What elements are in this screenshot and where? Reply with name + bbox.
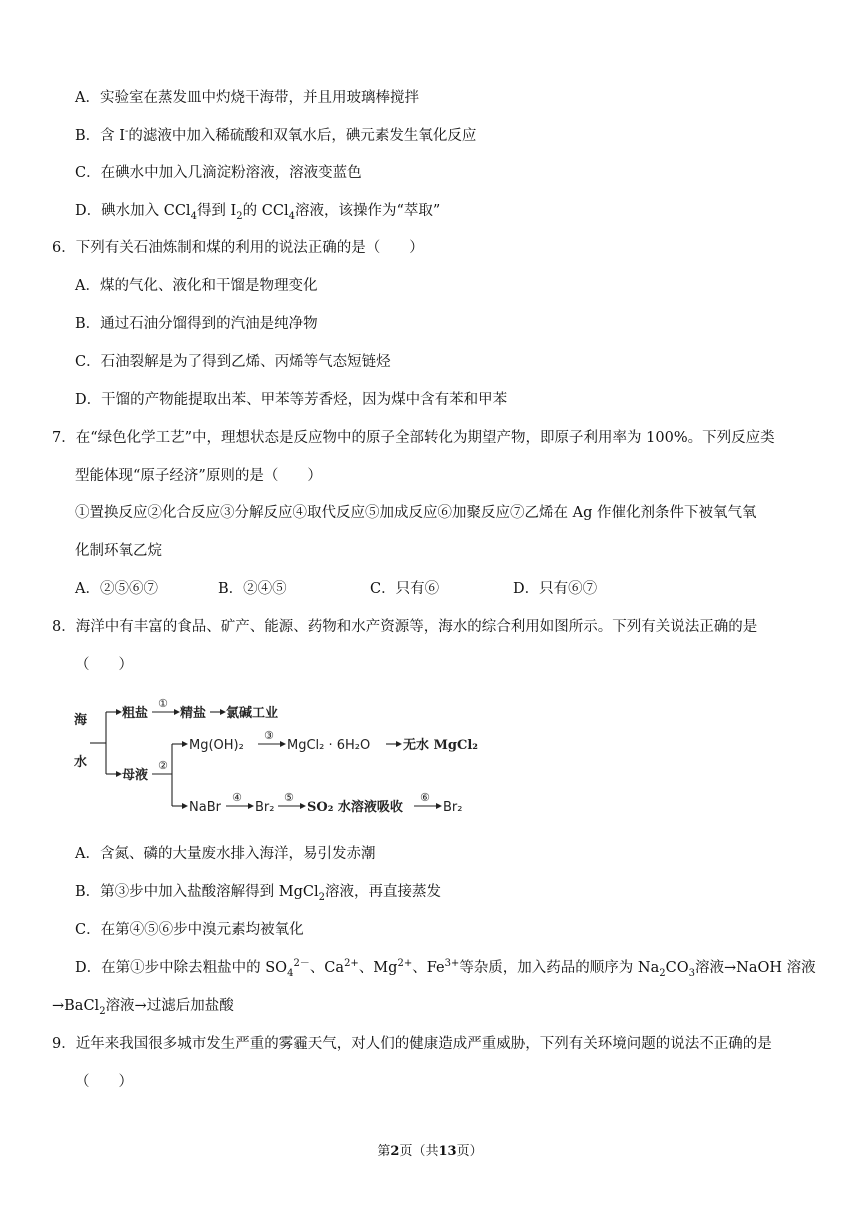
diagram-arrowhead	[248, 803, 254, 809]
q7-option-a: A．②⑤⑥⑦	[75, 581, 158, 597]
diagram-arrowhead	[300, 803, 306, 809]
diagram-nabr: NaBr	[189, 800, 221, 815]
diagram-arrowhead	[436, 803, 442, 809]
diagram-mother-liquor: 母液	[122, 768, 149, 783]
diagram-step4-label: ④	[232, 791, 242, 804]
q8-stem-line1: 8．海洋中有丰富的食品、矿产、能源、药物和水产资源等，海水的综合利用如图所示。下列有关说法正确的是	[52, 619, 758, 635]
diagram-step5-label: ⑤	[284, 791, 294, 804]
diagram-mgcl2-hydrate: MgCl₂ · 6H₂O	[287, 738, 371, 753]
q7-list-line1: ①置换反应②化合反应③分解反应④取代反应⑤加成反应⑥加聚反应⑦乙烯在 Ag 作催化剂条件下被氧气氧	[75, 505, 757, 521]
diagram-arrowhead	[182, 741, 188, 747]
q9-stem-line2: （ ）	[75, 1074, 133, 1090]
q8-stem-line2: （ ）	[75, 657, 133, 673]
q8-option-d-line1: D．在第①步中除去粗盐中的 $SO_4^{2-}$、$Ca^{2+}$、$Mg^{2+}$、$Fe^{3+}$等杂质，加入药品的顺序为 $Na_2CO_3$溶液→NaOH 溶液	[75, 958, 816, 979]
q5-option-d: D．碘水加入 CCl$_4$得到 $I_2$的 CCl$_4$溶液，该操作为“萃取”	[75, 203, 441, 222]
q7-list-line2: 化制环氧乙烷	[75, 543, 162, 559]
diagram-arrowhead	[396, 741, 402, 747]
q9-stem-line1: 9．近年来我国很多城市发生严重的雾霾天气，对人们的健康造成严重威胁，下列有关环境问题的说法不正确的是	[52, 1036, 772, 1052]
q5-option-a: A．实验室在蒸发皿中灼烧干海带，并且用玻璃棒搅拌	[75, 90, 419, 106]
page-footer: 第2页（共13页）	[377, 1144, 483, 1159]
diagram-so2-absorption: SO₂ 水溶液吸收	[307, 800, 403, 815]
q5-option-b: B．含 I-的滤液中加入稀硫酸和双氧水后，碘元素发生氧化反应	[75, 126, 477, 144]
q6-option-d: D．干馏的产物能提取出苯、甲苯等芳香烃，因为煤中含有苯和甲苯	[75, 392, 508, 408]
q5-option-c: C．在碘水中加入几滴淀粉溶液，溶液变蓝色	[75, 165, 362, 181]
diagram-sea-char1: 海	[74, 713, 88, 728]
total-pages: 13	[438, 1144, 457, 1159]
diagram-step1-label: ①	[158, 697, 168, 710]
diagram-fine-salt: 精盐	[180, 706, 207, 721]
diagram-br2-first: Br₂	[255, 800, 275, 815]
diagram-mgoh2: Mg(OH)₂	[189, 738, 244, 753]
diagram-step2-label: ②	[158, 759, 168, 772]
diagram-anhydrous-mgcl2: 无水 MgCl₂	[403, 738, 478, 753]
q8-option-b: B．第③步中加入盐酸溶解得到 MgCl$_2$溶液，再直接蒸发	[75, 884, 441, 903]
q7-stem-line1: 7．在“绿色化学工艺”中，理想状态是反应物中的原子全部转化为期望产物，即原子利用率为 100%。下列反应类	[52, 430, 775, 446]
q8-option-d-line2: →BaCl$_2$溶液→过滤后加盐酸	[52, 998, 234, 1017]
q6-stem: 6．下列有关石油炼制和煤的利用的说法正确的是（ ）	[52, 240, 424, 256]
q7-option-d: D．只有⑥⑦	[513, 581, 598, 597]
diagram-chlor-alkali: 氯碱工业	[226, 706, 279, 721]
diagram-step6-label: ⑥	[420, 791, 430, 804]
q6-option-b: B．通过石油分馏得到的汽油是纯净物	[75, 316, 318, 332]
q6-option-a: A．煤的气化、液化和干馏是物理变化	[75, 278, 318, 294]
diagram-sea-char2: 水	[74, 755, 88, 770]
q8-option-c: C．在第④⑤⑥步中溴元素均被氧化	[75, 922, 304, 938]
diagram-br2-second: Br₂	[443, 800, 463, 815]
seawater-flow-diagram	[70, 694, 500, 824]
q6-option-c: C．石油裂解是为了得到乙烯、丙烯等气态短链烃	[75, 354, 391, 370]
diagram-step3-label: ③	[264, 729, 274, 742]
diagram-arrowhead	[280, 741, 286, 747]
q7-stem-line2: 型能体现“原子经济”原则的是（ ）	[75, 468, 322, 484]
q8-option-a: A．含氮、磷的大量废水排入海洋，易引发赤潮	[75, 846, 376, 862]
q7-option-c: C．只有⑥	[370, 581, 440, 597]
diagram-arrowhead	[182, 803, 188, 809]
diagram-crude-salt: 粗盐	[122, 706, 149, 721]
page-number: 2	[390, 1144, 400, 1159]
q7-option-b: B．②④⑤	[218, 581, 287, 597]
